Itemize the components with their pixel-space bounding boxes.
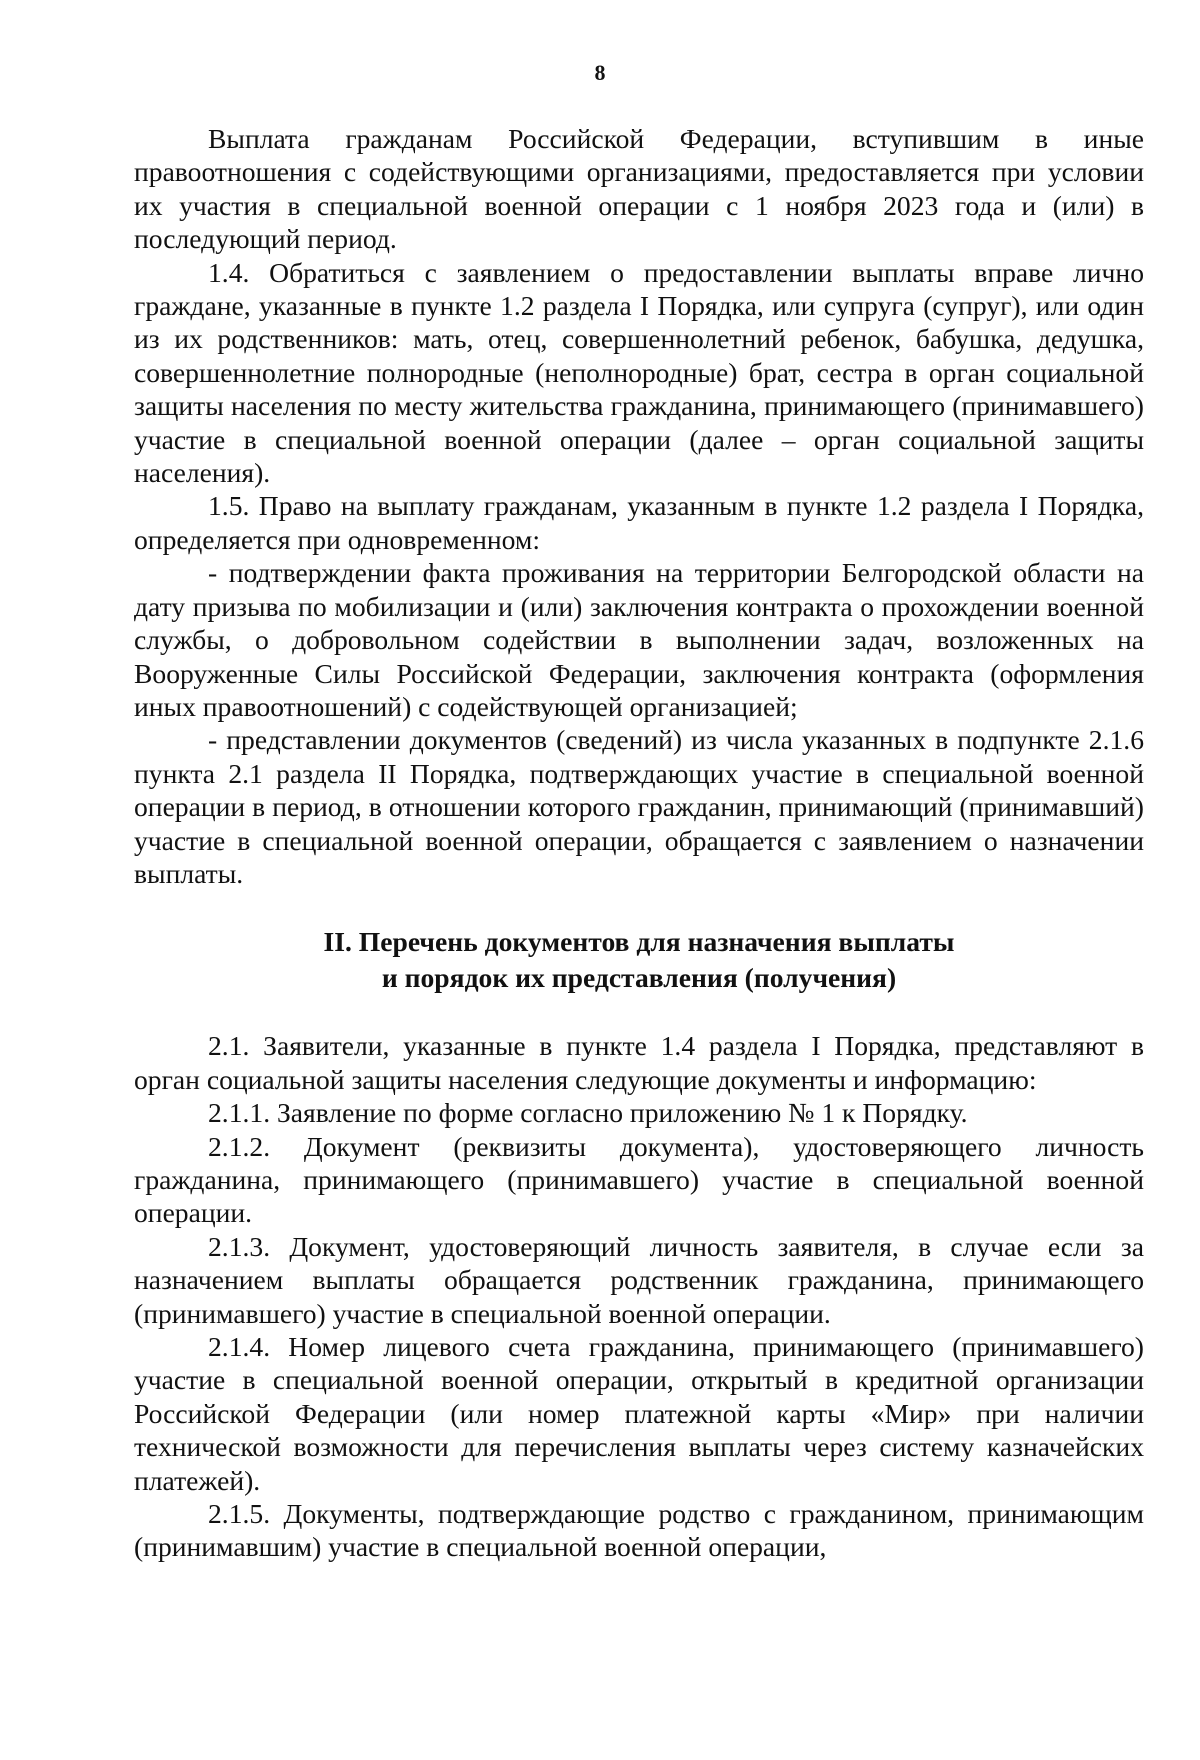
paragraph: 2.1.2. Документ (реквизиты документа), удостоверяющего личность гражданина, принимающего (принимавшего) участие в специальной военной операции. — [134, 1130, 1144, 1229]
paragraph: 2.1.3. Документ, удостоверяющий личность заявителя, в случае если за назначением выплаты обращается родственник гражданина, принимающего (принимавшего) участие в специальной военной операции. — [134, 1230, 1144, 1329]
paragraph: 2.1.1. Заявление по форме согласно приложению № 1 к Порядку. — [208, 1097, 968, 1129]
section-title-line: II. Перечень документов для назначения выплаты — [323, 926, 955, 958]
section-title — [134, 924, 1144, 996]
paragraph: 1.4. Обратиться с заявлением о предоставлении выплаты вправе лично граждане, указанные в пункте 1.2 раздела I Порядка, или супруга (супруг), или один из их родственников: мать, отец, совершеннолетний ребенок, бабушка, дедушка, совершеннолетние полнородные (неполнородные) брат, сестра в орган социальной защиты населения по месту жительства гражданина, принимающего (принимавшего) участие в специальной военной операции (далее – орган социальной защиты населения). — [134, 256, 1144, 489]
paragraph: Выплата гражданам Российской Федерации, вступившим в иные правоотношения с содействующими организациями, предоставляется при условии их участия в специальной военной операции с 1 ноября 2023 года и (или) в последующий период. — [134, 123, 1144, 255]
document-body — [134, 122, 1144, 1564]
paragraph: - подтверждении факта проживания на территории Белгородской области на дату призыва по мобилизации и (или) заключения контракта о прохождении военной службы, о добровольном содействии в выполнении задач, возложенных на Вооруженные Силы Российской Федерации, заключения контракта (оформления иных правоотношений) с содействующей организацией; — [134, 557, 1144, 722]
paragraph: 2.1.5. Документы, подтверждающие родство с гражданином, принимающим (принимавшим) участие в специальной военной операции, — [134, 1498, 1144, 1563]
paragraph: 1.5. Право на выплату гражданам, указанным в пункте 1.2 раздела I Порядка, определяется при одновременном: — [134, 490, 1144, 555]
page-number: 8 — [594, 60, 606, 85]
paragraph: - представлении документов (сведений) из числа указанных в подпункте 2.1.6 пункта 2.1 раздела II Порядка, подтверждающих участие в специальной военной операции в период, в отношении которого гражданин, принимающий (принимавший) участие в специальной военной операции, обращается с заявлением о назначении выплаты. — [134, 724, 1144, 889]
paragraph: 2.1.4. Номер лицевого счета гражданина, принимающего (принимавшего) участие в специальной военной операции, открытый в кредитной организации Российской Федерации (или номер платежной карты «Мир» при наличии технической возможности для перечисления выплаты через систему казначейских платежей). — [134, 1331, 1144, 1496]
paragraph: 2.1. Заявители, указанные в пункте 1.4 раздела I Порядка, представляют в орган социальной защиты населения следующие документы и информацию: — [134, 1030, 1144, 1095]
section-title-line: и порядок их представления (получения) — [381, 962, 897, 994]
